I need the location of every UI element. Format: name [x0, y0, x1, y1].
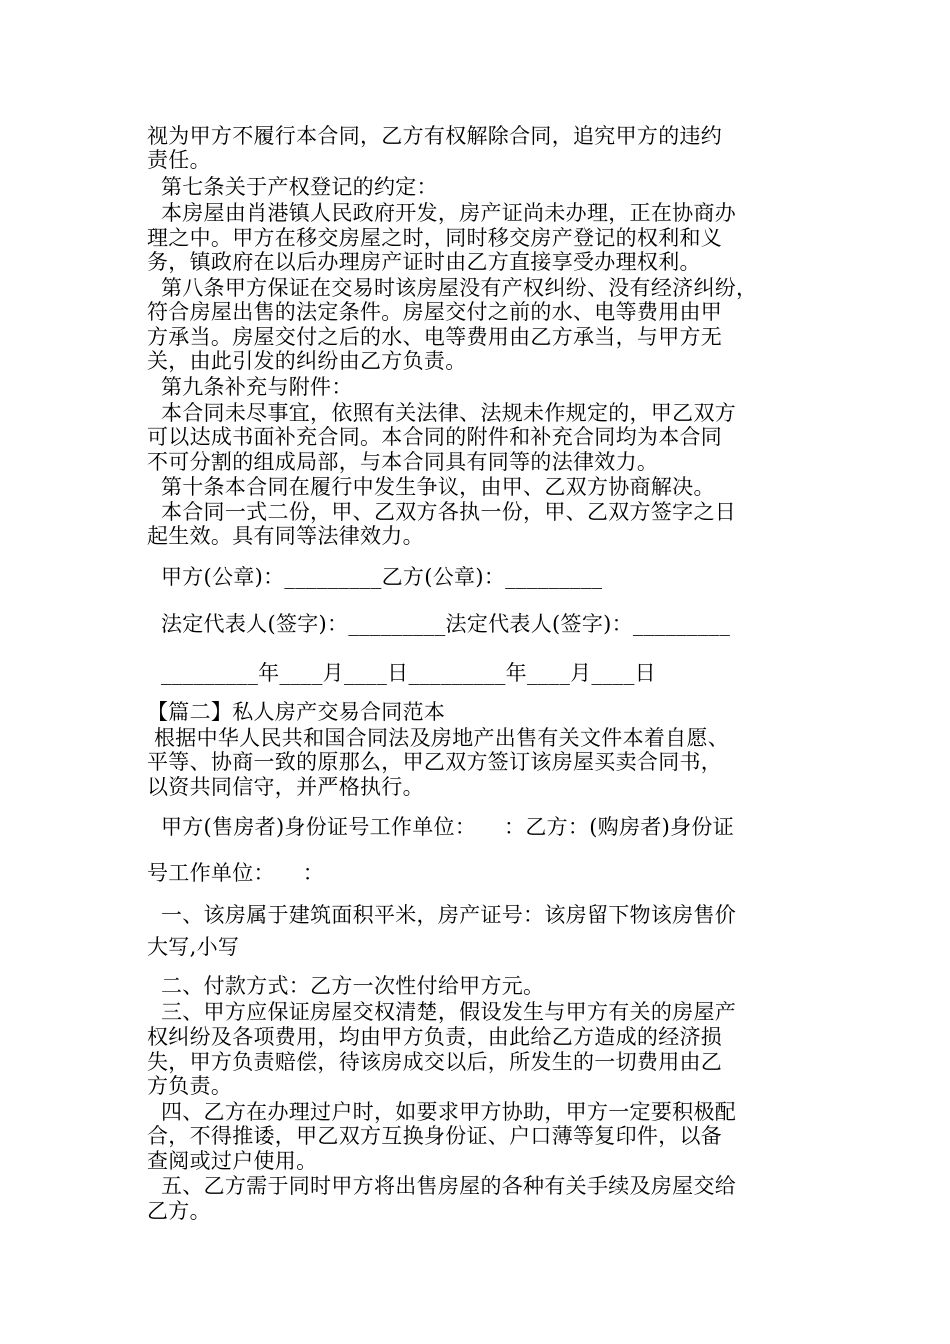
text-line: 本房屋由肖港镇人民政府开发，房产证尚未办理，正在协商办 [147, 201, 737, 225]
text-line: 三、甲方应保证房屋交权清楚，假设发生与甲方有关的房屋产 [147, 1000, 737, 1024]
text-line: 失，甲方负责赔偿，待该房成交以后，所发生的一切费用由乙 [147, 1050, 723, 1074]
text-line: 权纠纷及各项费用，均由甲方负责，由此给乙方造成的经济损 [147, 1025, 723, 1049]
section-heading-9: 第九条补充与附件： [147, 375, 353, 399]
text-line: 起生效。具有同等法律效力。 [147, 524, 424, 548]
text-line: 务，镇政府在以后办理房产证时由乙方直接享受办理权利。 [147, 250, 701, 274]
text-line: 大写,小写 [147, 935, 240, 959]
text-line: 合，不得推诿，甲乙双方互换身份证、户口薄等复印件，以备 [147, 1124, 723, 1148]
representative-signature-line: 法定代表人(签字)：_________法定代表人(签字)：_________ [147, 612, 731, 636]
text-line: 四、乙方在办理过户时，如要求甲方协助，甲方一定要积极配 [147, 1100, 737, 1124]
text-line: 关，由此引发的纠纷由乙方负责。 [147, 349, 467, 373]
party-seal-line: 甲方(公章)：_________乙方(公章)：_________ [147, 565, 603, 589]
text-line: 平等、协商一致的原那么，甲乙双方签订该房屋买卖合同书， [147, 750, 723, 774]
text-line: 五、乙方需于同时甲方将出售房屋的各种有关手续及房屋交给 [147, 1174, 737, 1198]
text-line: 一、该房属于建筑面积平米，房产证号：该房留下物该房售价 [147, 903, 737, 927]
text-line: 责任。 [147, 148, 211, 172]
text-line: 以资共同信守，并严格执行。 [147, 775, 424, 799]
text-line: 理之中。甲方在移交房屋之时，同时移交房产登记的权利和义 [147, 226, 723, 250]
text-line: 第八条甲方保证在交易时该房屋没有产权纠纷、没有经济纠纷， [147, 276, 758, 300]
text-line: 号工作单位： ： [147, 861, 325, 885]
text-line: 本合同一式二份，甲、乙双方各执一份，甲、乙双方签字之日 [147, 500, 737, 524]
text-line: 方负责。 [147, 1074, 233, 1098]
text-line: 符合房屋出售的法定条件。房屋交付之前的水、电等费用由甲 [147, 300, 723, 324]
text-line: 乙方。 [147, 1199, 211, 1223]
text-line: 第十条本合同在履行中发生争议，由甲、乙双方协商解决。 [147, 475, 715, 499]
date-line: _________年____月____日_________年____月____日 [147, 661, 656, 685]
text-line: 查阅或过户使用。 [147, 1149, 318, 1173]
section-heading-7: 第七条关于产权登记的约定： [147, 175, 438, 199]
part-two-title: 【篇二】私人房产交易合同范本 [147, 700, 446, 724]
text-line: 方承当。房屋交付之后的水、电等费用由乙方承当，与甲方无 [147, 325, 723, 349]
text-line: 甲方(售房者)身份证号工作单位： ：乙方：(购房者)身份证 [147, 815, 735, 839]
text-line: 根据中华人民共和国合同法及房地产出售有关文件本着自愿、 [147, 726, 730, 750]
text-line: 视为甲方不履行本合同，乙方有权解除合同，追究甲方的违约 [147, 124, 723, 148]
text-line: 二、付款方式：乙方一次性付给甲方元。 [147, 974, 545, 998]
text-line: 本合同未尽事宜，依照有关法律、法规未作规定的，甲乙双方 [147, 401, 737, 425]
text-line: 不可分割的组成局部，与本合同具有同等的法律效力。 [147, 450, 659, 474]
text-line: 可以达成书面补充合同。本合同的附件和补充合同均为本合同 [147, 425, 723, 449]
